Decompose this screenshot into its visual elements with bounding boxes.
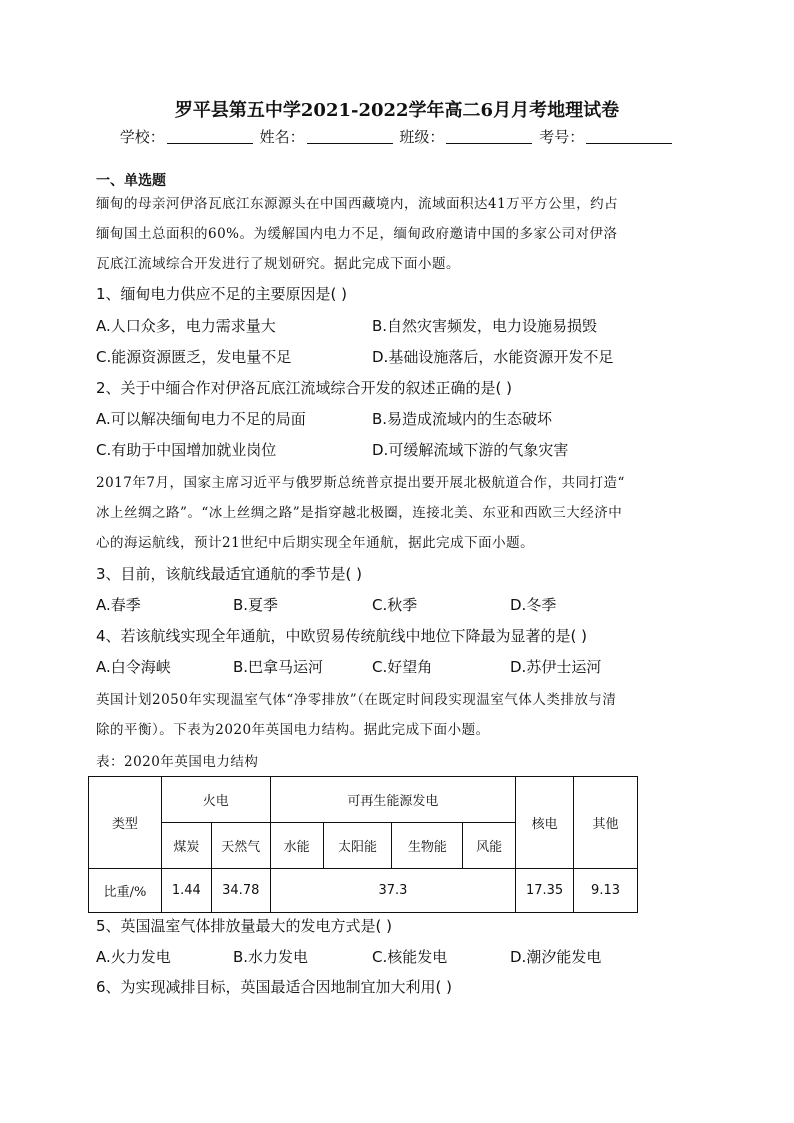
- question-3-option-b: B.夏季: [233, 596, 279, 614]
- passage1-line: 缅甸的母亲河伊洛瓦底江东源源头在中国西藏境内，流域面积达41万平方公里，约占: [96, 196, 619, 212]
- nuclear-header: 核电: [516, 777, 574, 869]
- table-header-row: [89, 777, 638, 823]
- nuclear-value: 17.35: [516, 869, 574, 913]
- other-header: 其他: [574, 777, 638, 869]
- class-blank: [446, 129, 532, 144]
- school-label: 学校：: [119, 128, 165, 146]
- question-2-option-b: B.易造成流域内的生态破坏: [372, 410, 553, 428]
- question-6-stem: 6、为实现减排目标，英国最适合因地制宜加大利用( ): [96, 978, 453, 996]
- question-5-option-a: A.火力发电: [96, 948, 171, 966]
- power-structure-table: [88, 776, 638, 913]
- table-row: [89, 869, 638, 913]
- question-1-stem: 1、缅甸电力供应不足的主要原因是( ): [96, 285, 348, 303]
- question-4-option-a: A.白令海峡: [96, 658, 171, 676]
- question-2-option-c: C.有助于中国增加就业岗位: [96, 441, 277, 459]
- other-value: 9.13: [574, 869, 638, 913]
- passage3-line: 英国计划2050年实现温室气体“净零排放”（在既定时间段实现温室气体人类排放与清: [96, 692, 617, 708]
- question-3-option-a: A.春季: [96, 596, 141, 614]
- page-title: 罗平县第五中学2021-2022学年高二6月月考地理试卷: [174, 100, 620, 121]
- question-1-option-c: C.能源资源匮乏，发电量不足: [96, 348, 292, 366]
- question-1-option-b: B.自然灾害频发，电力设施易损毁: [372, 317, 598, 335]
- question-4-stem: 4、若该航线实现全年通航，中欧贸易传统航线中地位下降最为显著的是( ): [96, 627, 588, 645]
- bio-header: 生物能: [392, 823, 463, 869]
- number-label: 考号：: [539, 128, 585, 146]
- question-5-option-d: D.潮汐能发电: [510, 948, 602, 966]
- question-5-option-c: C.核能发电: [372, 948, 448, 966]
- coal-header: 煤炭: [161, 823, 211, 869]
- passage3-line: 除的平衡）。下表为2020年英国电力结构。据此完成下面小题。: [96, 722, 490, 738]
- question-4-option-b: B.巴拿马运河: [233, 658, 324, 676]
- passage1-line: 瓦底江流域综合开发进行了规划研究。据此完成下面小题。: [96, 256, 460, 272]
- question-1-option-d: D.基础设施落后，水能资源开发不足: [372, 348, 614, 366]
- passage2-line: 心的海运航线，预计21世纪中后期实现全年通航，据此完成下面小题。: [96, 535, 535, 551]
- question-2-option-a: A.可以解决缅甸电力不足的局面: [96, 410, 306, 428]
- passage2-line: 冰上丝绸之路”。“冰上丝绸之路”是指穿越北极圈，连接北美、东亚和西欧三大经济中: [96, 505, 623, 521]
- solar-header: 太阳能: [323, 823, 392, 869]
- student-info-line: [0, 126, 794, 147]
- gas-header: 天然气: [211, 823, 270, 869]
- hydro-header: 水能: [270, 823, 323, 869]
- question-5-stem: 5、英国温室气体排放量最大的发电方式是( ): [96, 917, 393, 935]
- passage1-line: 缅甸国土总面积的60%。为缓解国内电力不足，缅甸政府邀请中国的多家公司对伊洛: [96, 226, 618, 242]
- section-heading: 一、单选题: [96, 173, 166, 189]
- renewable-value: 37.3: [270, 869, 515, 913]
- number-blank: [586, 129, 672, 144]
- type-header: 类型: [89, 777, 162, 869]
- question-3-stem: 3、目前，该航线最适宜通航的季节是( ): [96, 565, 363, 583]
- question-5-option-b: B.水力发电: [233, 948, 309, 966]
- question-3-option-d: D.冬季: [510, 596, 557, 614]
- question-1-option-a: A.人口众多，电力需求量大: [96, 317, 276, 335]
- school-blank: [167, 129, 253, 144]
- share-label: 比重/%: [89, 869, 162, 913]
- question-4-option-c: C.好望角: [372, 658, 433, 676]
- question-3-option-c: C.秋季: [372, 596, 418, 614]
- wind-header: 风能: [463, 823, 516, 869]
- coal-value: 1.44: [161, 869, 211, 913]
- thermal-header: 火电: [161, 777, 270, 823]
- question-2-option-d: D.可缓解流域下游的气象灾害: [372, 441, 569, 459]
- renewable-header: 可再生能源发电: [270, 777, 515, 823]
- name-label: 姓名：: [259, 128, 305, 146]
- passage2-line: 2017年7月，国家主席习近平与俄罗斯总统普京提出要开展北极航道合作，共同打造“: [96, 475, 625, 491]
- table-caption: 表：2020年英国电力结构: [96, 754, 259, 770]
- name-blank: [307, 129, 393, 144]
- question-2-stem: 2、关于中缅合作对伊洛瓦底江流域综合开发的叙述正确的是( ): [96, 379, 513, 397]
- gas-value: 34.78: [211, 869, 270, 913]
- question-4-option-d: D.苏伊士运河: [510, 658, 602, 676]
- class-label: 班级：: [399, 128, 445, 146]
